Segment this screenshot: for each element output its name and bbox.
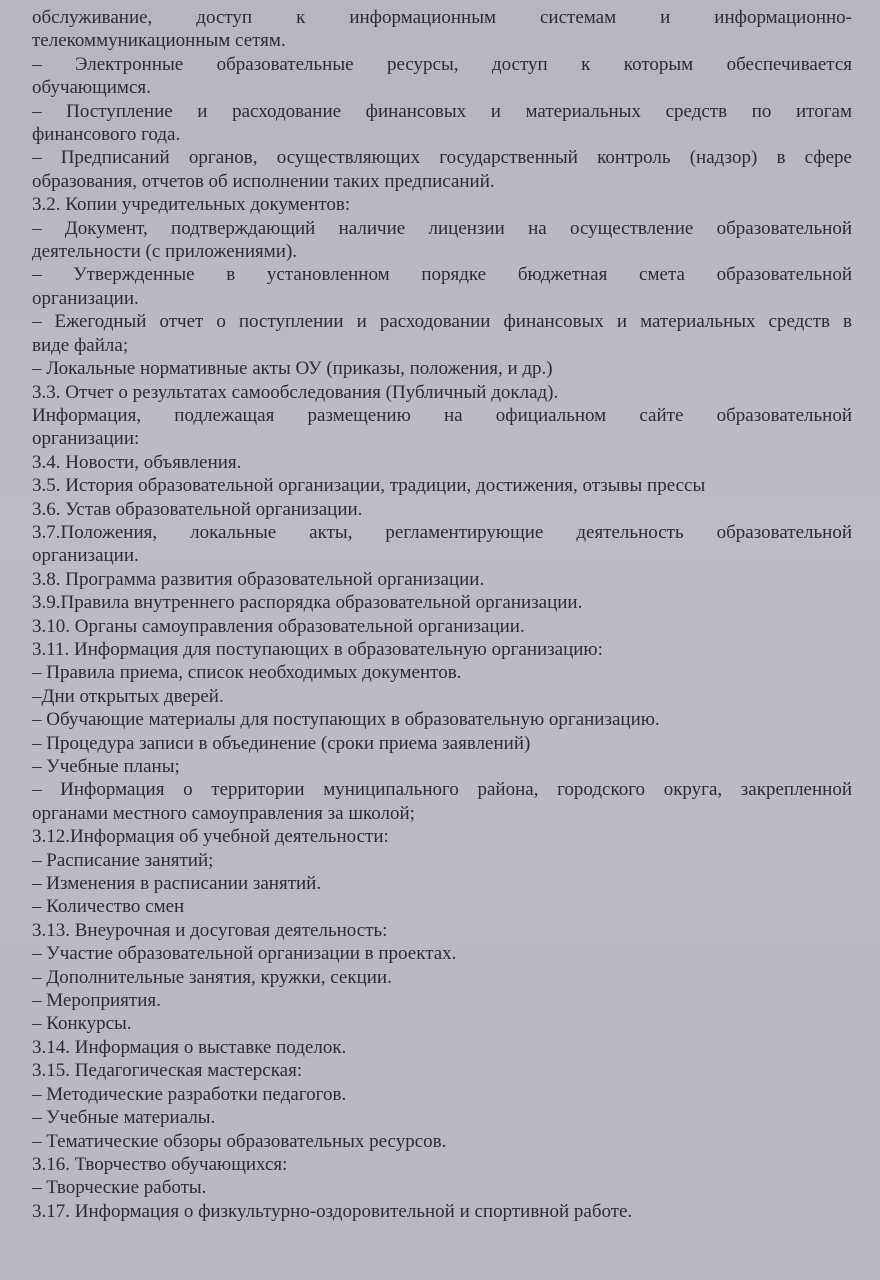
document-line: 3.11. Информация для поступающих в образовательную организацию:	[32, 638, 603, 660]
document-line: 3.7.Положения, локальные акты, регламентирующие деятельность образовательной	[32, 521, 852, 543]
document-line: – Правила приема, список необходимых документов.	[32, 662, 462, 684]
document-line: 3.3. Отчет о результатах самообследования (Публичный доклад).	[32, 381, 559, 403]
document-line: – Предписаний органов, осуществляющих государственный контроль (надзор) в сфере	[32, 147, 852, 169]
document-line: –Дни открытых дверей.	[32, 685, 224, 707]
document-line: телекоммуникационным сетям.	[32, 30, 286, 52]
document-line: – Методические разработки педагогов.	[32, 1083, 347, 1105]
document-line: 3.13. Внеурочная и досуговая деятельность:	[32, 919, 388, 941]
document-line: – Документ, подтверждающий наличие лицензии на осуществление образовательной	[32, 217, 852, 239]
document-line: органами местного самоуправления за школой;	[32, 802, 415, 824]
document-line: деятельности (с приложениями).	[32, 241, 298, 263]
document-line: Информация, подлежащая размещению на официальном сайте образовательной	[32, 404, 852, 426]
document-line: – Творческие работы.	[32, 1177, 207, 1199]
document-line: – Расписание занятий;	[32, 849, 214, 871]
document-line: финансового года.	[32, 124, 181, 146]
document-line: 3.10. Органы самоуправления образовательной организации.	[32, 615, 525, 637]
document-line: – Информация о территории муниципального района, городского округа, закрепленной	[32, 779, 852, 801]
document-line: 3.4. Новости, объявления.	[32, 451, 242, 473]
document-line: – Процедура записи в объединение (сроки приема заявлений)	[32, 732, 531, 754]
document-line: – Тематические обзоры образовательных ресурсов.	[32, 1130, 447, 1152]
document-line: виде файла;	[32, 334, 129, 356]
document-line: – Утвержденные в установленном порядке бюджетная смета образовательной	[32, 264, 852, 286]
document-line: – Количество смен	[32, 896, 185, 918]
document-line: 3.16. Творчество обучающихся:	[32, 1153, 288, 1175]
document-line: – Локальные нормативные акты ОУ (приказы, положения, и др.)	[32, 358, 553, 380]
document-line: 3.9.Правила внутреннего распорядка образовательной организации.	[32, 592, 583, 614]
document-line: организации.	[32, 287, 139, 309]
document-line: – Изменения в расписании занятий.	[32, 873, 322, 895]
document-line: – Конкурсы.	[32, 1013, 132, 1035]
document-line: – Мероприятия.	[32, 990, 161, 1012]
document-line: – Дополнительные занятия, кружки, секции.	[32, 966, 392, 988]
document-line: 3.8. Программа развития образовательной организации.	[32, 568, 485, 590]
document-line: 3.6. Устав образовательной организации.	[32, 498, 363, 520]
document-line: – Участие образовательной организации в проектах.	[32, 943, 457, 965]
document-line: 3.2. Копии учредительных документов:	[32, 194, 351, 216]
document-line: 3.17. Информация о физкультурно-оздоровительной и спортивной работе.	[32, 1200, 633, 1222]
document-line: – Учебные планы;	[32, 756, 180, 777]
document-line: 3.5. История образовательной организации, традиции, достижения, отзывы прессы	[32, 475, 706, 497]
document-line: образования, отчетов об исполнении таких предписаний.	[32, 170, 495, 192]
document-line: 3.15. Педагогическая мастерская:	[32, 1060, 303, 1082]
document-line: – Ежегодный отчет о поступлении и расходовании финансовых и материальных средств в	[32, 311, 852, 333]
document-line: – Обучающие материалы для поступающих в образовательную организацию.	[32, 709, 660, 731]
document-line: 3.14. Информация о выставке поделок.	[32, 1036, 347, 1058]
document-line: – Поступление и расходование финансовых и материальных средств по итогам	[32, 100, 852, 122]
document-line: 3.12.Информация об учебной деятельности:	[32, 826, 389, 848]
document-line: организации:	[32, 428, 140, 450]
document-line: – Учебные материалы.	[32, 1107, 216, 1129]
document-line: – Электронные образовательные ресурсы, доступ к которым обеспечивается	[32, 53, 852, 75]
document-line: обучающимся.	[32, 77, 151, 99]
document-line: организации.	[32, 545, 139, 567]
document-line: обслуживание, доступ к информационным системам и информационно-	[32, 7, 852, 28]
